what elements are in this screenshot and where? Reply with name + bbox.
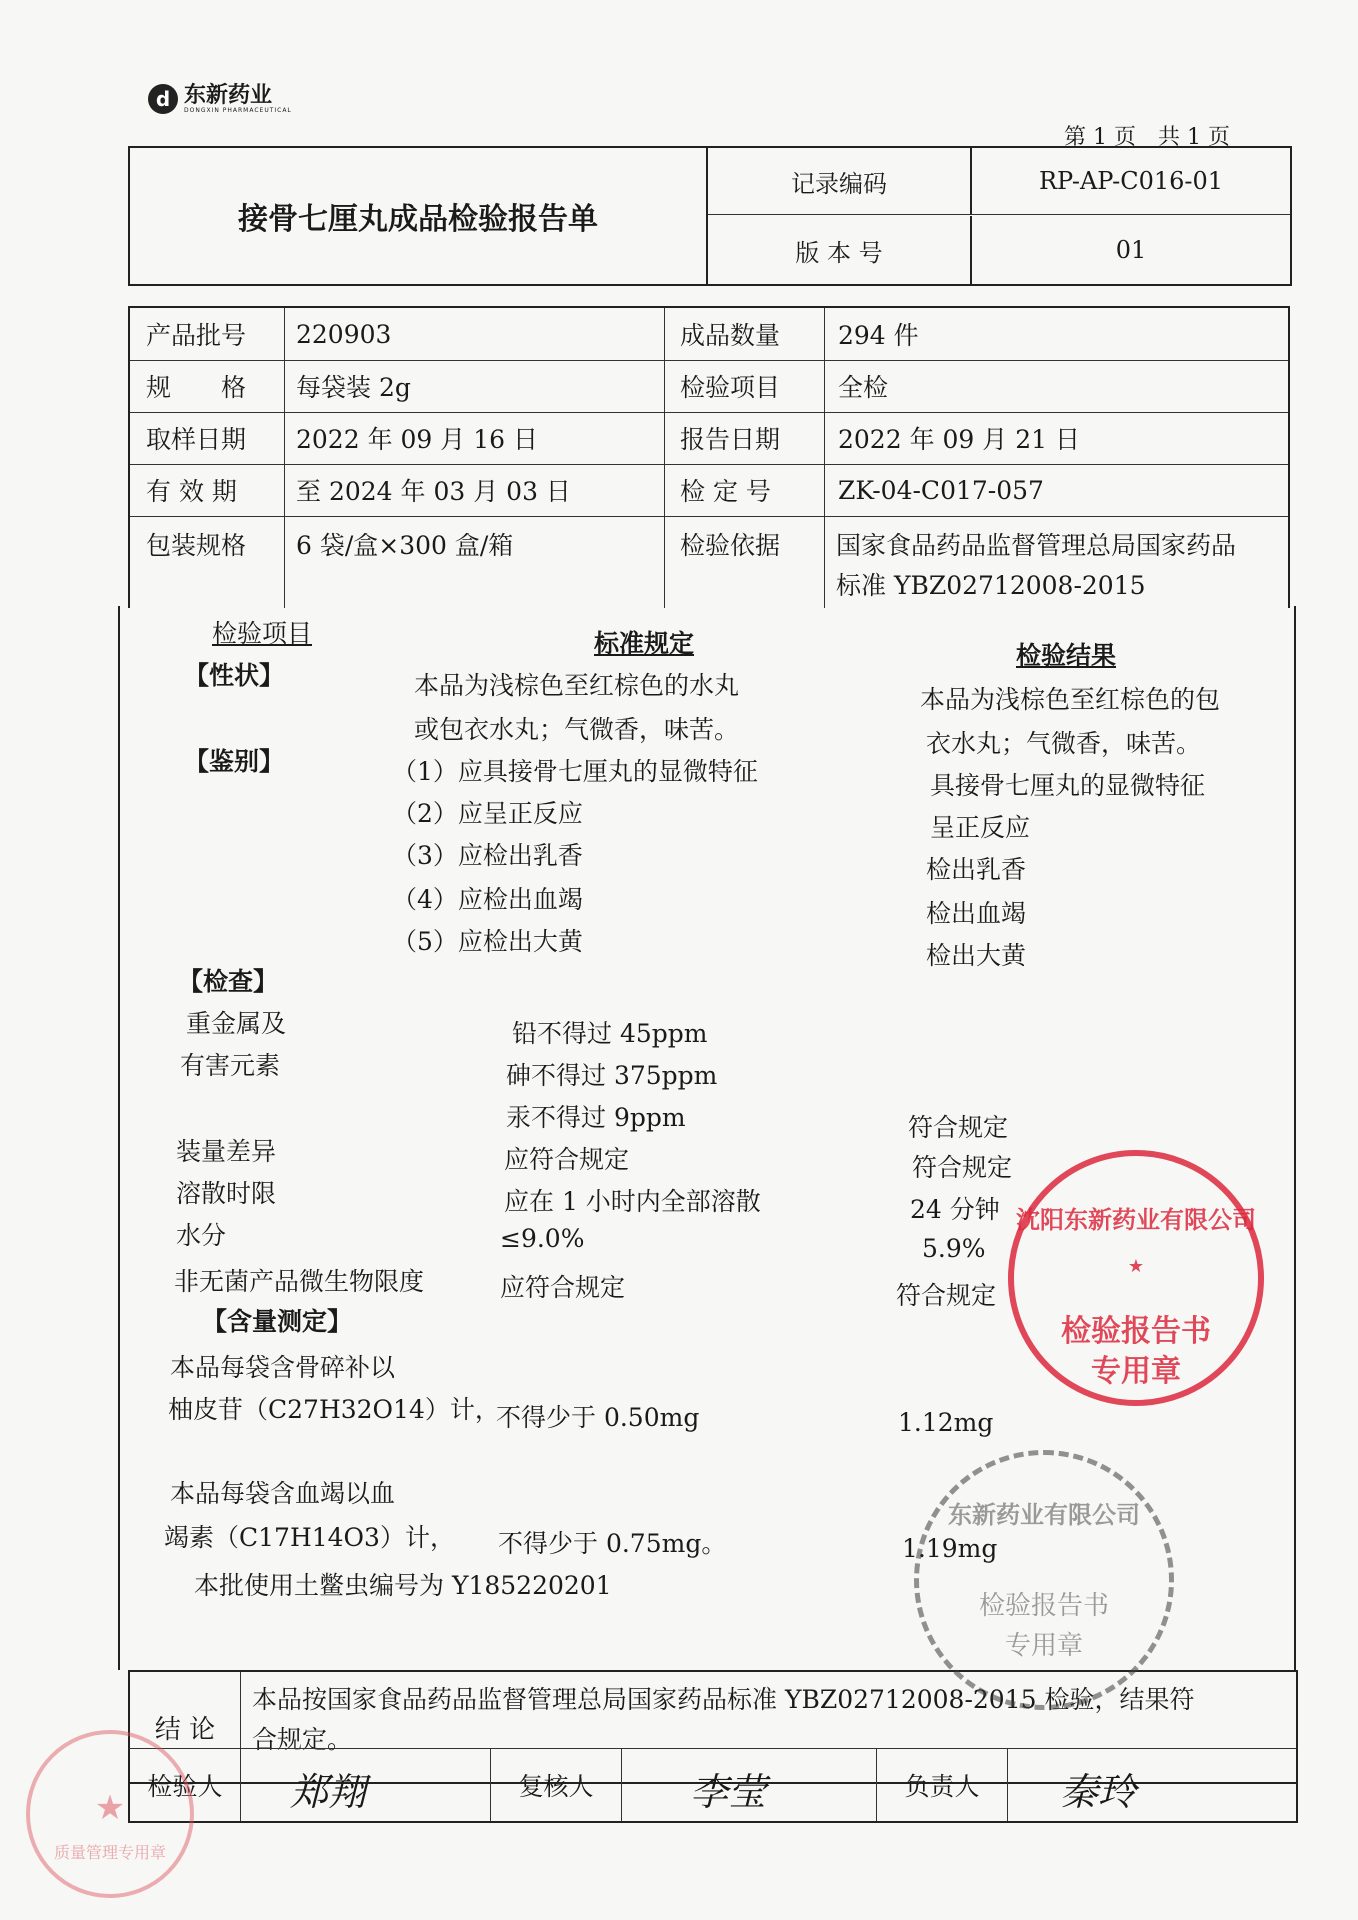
page-number: 第 1 页 共 1 页 [1064,125,1230,150]
test-item-label: 检验项目 [680,373,781,402]
content2-std: 不得少于 0.75mg。 [498,1529,727,1558]
xz-standard-line1: 本品为浅棕色至红棕色的水丸 [414,671,740,700]
jb-standard-3: （3）应检出乳香 [392,841,583,870]
heavy-metal-line1: 重金属及 [186,1009,287,1038]
reviewer-label: 复核人 [490,1749,622,1821]
jb-standard-5: （5）应检出大黄 [392,927,583,956]
heavy-metal-std-3: 汞不得过 9ppm [506,1103,686,1132]
disintegration-result: 24 分钟 [910,1195,1000,1224]
test-number-label: 检 定 号 [680,477,771,506]
fill-variance-result: 符合规定 [912,1153,1013,1182]
sample-date-label: 取样日期 [146,425,247,454]
spec-label: 规 格 [146,373,247,402]
disintegration-std: 应在 1 小时内全部溶散 [504,1187,761,1216]
logo-subtext: DONGXIN PHARMACEUTICAL [184,106,292,114]
signoff-row [128,1748,1298,1823]
xz-result-line1: 本品为浅棕色至红棕色的包 [920,685,1221,714]
pack-label: 包装规格 [146,531,247,560]
col-item-header: 检验项目 [212,619,313,648]
product-info-table [128,306,1290,608]
content1-result: 1.12mg [898,1408,994,1437]
moisture-result: 5.9% [922,1234,986,1263]
section-hanliang: 【含量测定】 [202,1307,353,1336]
spec-value: 每袋装 2g [296,373,411,402]
xz-standard-line2: 或包衣水丸；气微香，味苦。 [414,715,740,744]
conclusion-text: 本品按国家食品药品监督管理总局国家药品标准 YBZ02712008-2015 检验，结果符 合规定。 [252,1685,1195,1754]
col-result-header: 检验结果 [1016,641,1117,670]
jb-result-5: 检出大黄 [926,941,1027,970]
xz-result-line2: 衣水丸；气微香，味苦。 [926,729,1202,758]
jb-standard-4: （4）应检出血竭 [392,885,583,914]
report-date-value: 2022 年 09 月 21 日 [838,425,1080,454]
heavy-metal-std-1: 铅不得过 45ppm [512,1019,708,1048]
record-code-label: 记录编码 [708,148,972,215]
test-item-value: 全检 [838,373,889,402]
jb-result-2: 呈正反应 [930,813,1031,842]
col-standard-header: 标准规定 [594,629,695,658]
red-company-stamp: 沈阳东新药业有限公司 ★ 检验报告书 专用章 [1008,1150,1264,1406]
batch-label: 产品批号 [146,321,247,350]
company-logo [148,84,292,114]
jb-result-1: 具接骨七厘丸的显微特征 [930,771,1206,800]
inspector-signature: 郑翔 [290,1770,367,1814]
version-value: 01 [1115,236,1147,264]
heavy-metal-result: 符合规定 [908,1113,1009,1142]
jb-standard-1: （1）应具接骨七厘丸的显微特征 [392,757,758,786]
heavy-metal-line2: 有害元素 [180,1051,281,1080]
content1-line1: 本品每袋含骨碎补以 [170,1353,396,1382]
content2-result: 1.19mg [902,1534,998,1563]
quantity-value: 294 件 [838,321,919,350]
record-code-value: RP-AP-C016-01 [972,148,1290,215]
version-label: 版 本 号 [708,216,972,284]
microbial-label: 非无菌产品微生物限度 [174,1267,425,1296]
disintegration-label: 溶散时限 [176,1179,277,1208]
section-xingzhuang: 【性状】 [184,661,285,690]
logo-icon: d [148,84,178,114]
reviewer-signature: 李莹 [690,1770,767,1814]
content2-line2: 竭素（C17H14O3）计， [164,1523,455,1552]
manager-signature: 秦玲 [1060,1770,1137,1814]
manager-label: 负责人 [876,1749,1008,1821]
content2-line1: 本品每袋含血竭以血 [170,1479,396,1508]
fill-variance-label: 装量差异 [176,1137,277,1166]
expiry-value: 至 2024 年 03 月 03 日 [296,477,571,506]
test-number-value: ZK-04-C017-057 [838,475,1044,505]
inspector-label: 检验人 [130,1749,241,1821]
moisture-label: 水分 [176,1221,227,1250]
basis-value: 国家食品药品监督管理总局国家药品 标准 YBZ02712008-2015 [836,531,1237,600]
jb-standard-2: （2）应呈正反应 [392,799,583,828]
content1-line2: 柚皮苷（C27H32O14）计， [168,1395,500,1424]
gray-company-stamp: 东新药业有限公司 检验报告书 专用章 [914,1450,1174,1710]
report-title: 接骨七厘丸成品检验报告单 [130,148,708,284]
section-jiancha: 【检查】 [178,967,279,996]
pack-value: 6 袋/盒×300 盒/箱 [296,531,514,560]
jb-result-4: 检出血竭 [926,899,1027,928]
report-date-label: 报告日期 [680,425,781,454]
sample-date-value: 2022 年 09 月 16 日 [296,425,538,454]
batch-value: 220903 [296,319,392,349]
basis-label: 检验依据 [680,531,781,560]
expiry-label: 有 效 期 [146,477,237,506]
content1-std: 不得少于 0.50mg [496,1403,700,1432]
logo-text: 东新药业 [184,82,273,108]
section-jianbie: 【鉴别】 [184,747,285,776]
quality-stamp: ★ 质量管理专用章 [26,1730,194,1898]
jb-result-3: 检出乳香 [926,855,1027,884]
fill-variance-std: 应符合规定 [504,1145,630,1174]
moisture-std: ≤9.0% [500,1224,585,1253]
conclusion-label: 结 论 [130,1672,241,1782]
quantity-label: 成品数量 [680,321,781,350]
batch-note: 本批使用土鳖虫编号为 Y185220201 [194,1571,612,1600]
microbial-result: 符合规定 [896,1281,997,1310]
report-header [128,146,1292,286]
heavy-metal-std-2: 砷不得过 375ppm [506,1061,718,1090]
microbial-std: 应符合规定 [500,1273,626,1302]
